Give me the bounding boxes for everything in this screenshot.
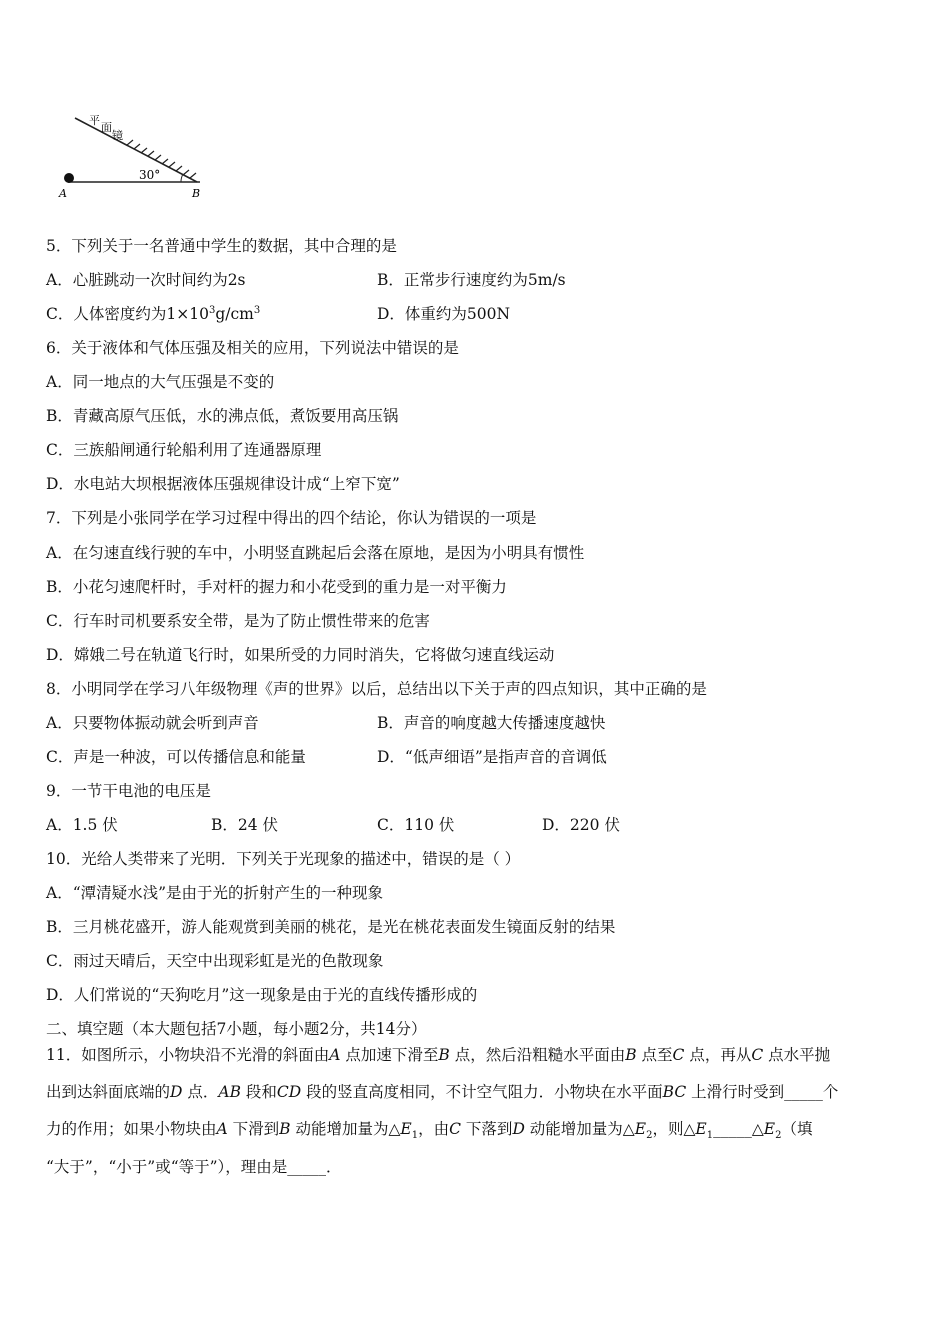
- mirror-diagram-svg: [55, 110, 225, 202]
- q7-option-c: C．行车时司机要系安全带，是为了防止惯性带来的危害: [46, 612, 430, 630]
- mirror-label-3: 镜: [112, 129, 123, 142]
- q8-option-c: C．声是一种波，可以传播信息和能量: [46, 748, 306, 766]
- q11-text: ，由: [418, 1120, 450, 1138]
- q11-text: 下滑到: [227, 1120, 280, 1138]
- q11-line-1: [46, 1045, 830, 1065]
- q9-option-d: D．220 伏: [542, 816, 620, 834]
- q11-var: AB: [218, 1083, 241, 1101]
- q11-text: 下落到: [461, 1120, 513, 1138]
- mirror-hatching: [127, 140, 196, 178]
- q6-option-c: C．三族船闸通行轮船利用了连通器原理: [46, 441, 322, 459]
- q11-var: CD: [276, 1083, 302, 1101]
- q5-option-d: D．体重约为500N: [377, 305, 511, 323]
- q11-var: E: [634, 1120, 647, 1138]
- q11-text: 段和: [240, 1083, 277, 1101]
- q11-text: ，则△: [652, 1120, 696, 1138]
- q11-text: 点，再从: [684, 1046, 752, 1064]
- label-a: A: [59, 187, 67, 200]
- q5-option-c: [46, 304, 260, 324]
- q11-var: D: [512, 1120, 525, 1138]
- q11-text: 上滑行时受到_____个: [686, 1083, 839, 1101]
- angle-arc: [181, 174, 183, 182]
- angle-label: 30°: [139, 168, 161, 182]
- q5-c-sup: 3: [208, 304, 216, 316]
- q11-var: E: [763, 1120, 776, 1138]
- q5-c-sup2: 3: [253, 304, 261, 316]
- q11-sub: 2: [646, 1130, 653, 1142]
- q6-option-a: A．同一地点的大气压强是不变的: [46, 373, 275, 391]
- q10-option-b: B．三月桃花盛开，游人能观赏到美丽的桃花，是光在桃花表面发生镜面反射的结果: [46, 918, 616, 936]
- q11-text: 动能增加量为△: [524, 1120, 635, 1138]
- mirror-surface: [75, 118, 197, 182]
- q11-line-2: [46, 1082, 838, 1102]
- q10-option-a: A．“潭清疑水浅”是由于光的折射产生的一种现象: [46, 884, 384, 902]
- q11-text: 点．: [182, 1083, 219, 1101]
- q5-option-a: A．心脏跳动一次时间约为2s: [46, 271, 246, 289]
- q11-text: 点，然后沿粗糙水平面由: [449, 1046, 626, 1064]
- q11-var: C: [751, 1046, 764, 1064]
- q7-option-b: B．小花匀速爬杆时，手对杆的握力和小花受到的重力是一对平衡力: [46, 578, 507, 596]
- q8-option-a: A．只要物体振动就会听到声音: [46, 714, 259, 732]
- q11-var: E: [400, 1120, 412, 1138]
- q7-option-d: D．嫦娥二号在轨道飞行时，如果所受的力同时消失，它将做匀速直线运动: [46, 646, 555, 664]
- q11-var: B: [279, 1120, 291, 1138]
- section-heading: 二、填空题（本大题包括7小题，每小题2分，共14分）: [46, 1020, 427, 1038]
- q11-line-4: “大于”，“小于”或“等于”），理由是_____．: [46, 1158, 342, 1176]
- q9-option-a: A．1.5 伏: [46, 816, 118, 834]
- q11-text: 动能增加量为△: [290, 1120, 401, 1138]
- q11-var: C: [449, 1120, 461, 1138]
- q11-text: 力的作用；如果小物块由: [46, 1120, 217, 1138]
- q6-stem: 6．关于液体和气体压强及相关的应用，下列说法中错误的是: [46, 339, 459, 357]
- q11-var: A: [216, 1120, 228, 1138]
- mirror-label-1: 平: [89, 114, 100, 127]
- q11-line-3: [46, 1119, 813, 1142]
- q11-var: E: [695, 1120, 707, 1138]
- q5-c-text: C．人体密度约为1×10: [46, 305, 209, 323]
- mirror-label-2: 面: [101, 121, 112, 134]
- q11-var: B: [625, 1046, 637, 1064]
- q11-text: 11．如图所示，小物块沿不光滑的斜面由: [46, 1046, 330, 1064]
- label-b: B: [192, 187, 201, 200]
- q11-text: （填: [781, 1120, 813, 1138]
- q5-stem: 5．下列关于一名普通中学生的数据，其中合理的是: [46, 237, 397, 255]
- q11-text: 点加速下滑至: [340, 1046, 439, 1064]
- q11-var: B: [438, 1046, 450, 1064]
- q8-stem: 8．小明同学在学习八年级物理《声的世界》以后，总结出以下关于声的四点知识，其中正确的是: [46, 680, 707, 698]
- q10-option-c: C．雨过天晴后，天空中出现彩虹是光的色散现象: [46, 952, 384, 970]
- q10-option-d: D．人们常说的“天狗吃月”这一现象是由于光的直线传播形成的: [46, 986, 478, 1004]
- q11-text: 出到达斜面底端的: [46, 1083, 171, 1101]
- q7-option-a: A．在匀速直线行驶的车中，小明竖直跳起后会落在原地，是因为小明具有惯性: [46, 544, 585, 562]
- q11-sub: 2: [775, 1130, 782, 1142]
- q9-option-b: B．24 伏: [211, 816, 279, 834]
- q8-option-d: D．“低声细语”是指声音的音调低: [377, 748, 607, 766]
- q9-stem: 9．一节干电池的电压是: [46, 782, 211, 800]
- q5-option-b: B．正常步行速度约为5m/s: [377, 271, 566, 289]
- q7-stem: 7．下列是小张同学在学习过程中得出的四个结论，你认为错误的一项是: [46, 509, 537, 527]
- q11-var: BC: [662, 1083, 687, 1101]
- q11-text: 段的竖直高度相同，不计空气阻力．小物块在水平面: [301, 1083, 663, 1101]
- q11-sub: 1: [411, 1130, 419, 1142]
- q6-option-d: D．水电站大坝根据液体压强规律设计成“上窄下宽”: [46, 475, 400, 493]
- q10-stem: 10．光给人类带来了光明．下列关于光现象的描述中，错误的是（ ）: [46, 850, 521, 868]
- q11-var: D: [170, 1083, 183, 1101]
- q6-option-b: B．青藏高原气压低，水的沸点低，煮饭要用高压锅: [46, 407, 399, 425]
- mirror-diagram: [55, 110, 225, 202]
- q11-var: A: [329, 1046, 341, 1064]
- q11-text: 点至: [636, 1046, 673, 1064]
- q11-text: 点水平抛: [763, 1046, 831, 1064]
- q9-option-c: C．110 伏: [377, 816, 455, 834]
- q11-sub: 1: [706, 1130, 714, 1142]
- q5-c-unit: g/cm: [215, 305, 254, 323]
- q11-var: C: [672, 1046, 685, 1064]
- q11-text: _____△: [713, 1120, 764, 1138]
- q8-option-b: B．声音的响度越大传播速度越快: [377, 714, 606, 732]
- point-a-dot: [64, 173, 74, 183]
